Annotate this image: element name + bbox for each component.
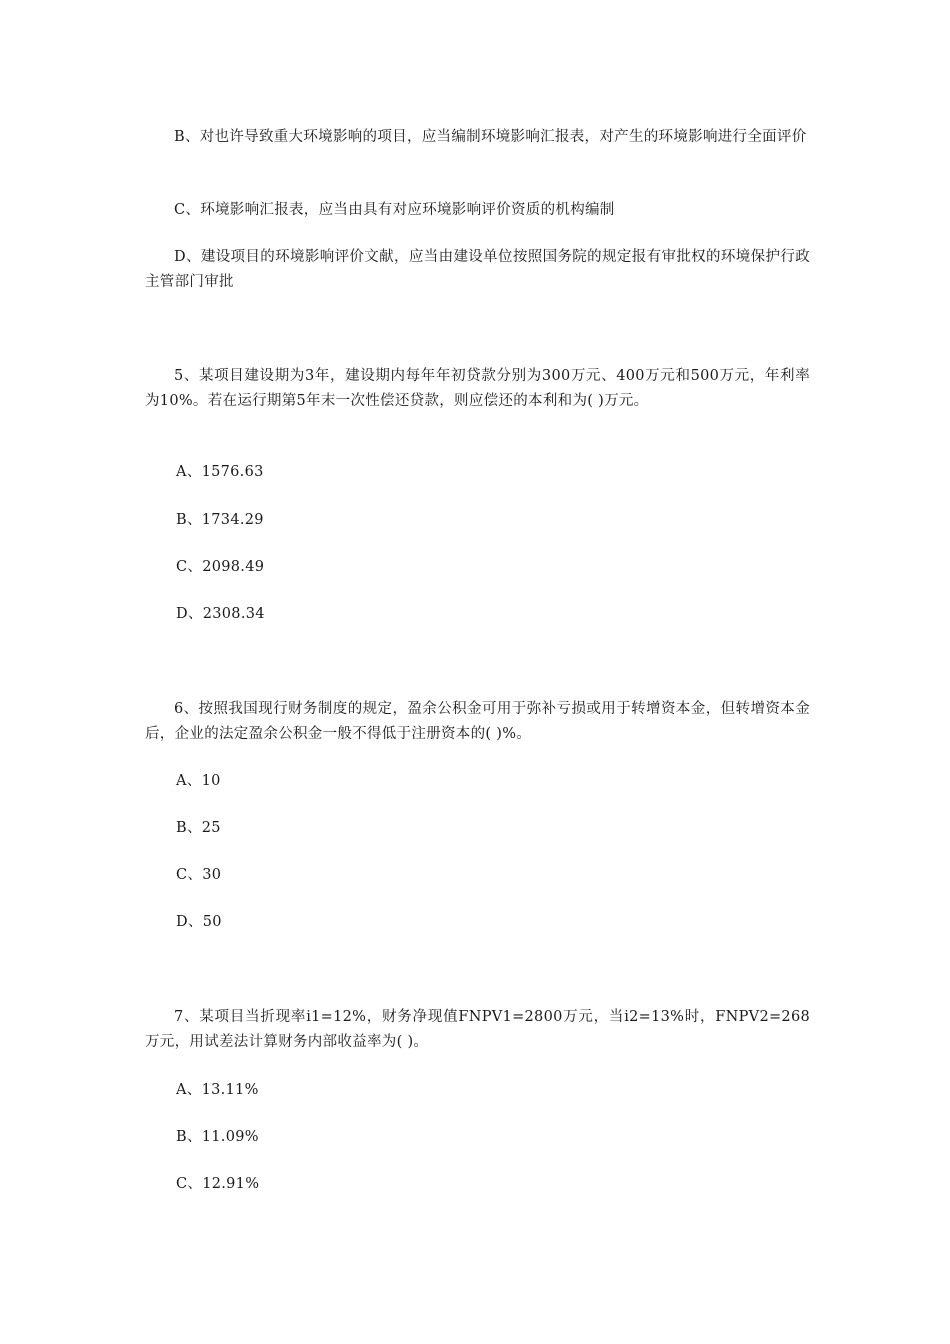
question-7-option-b: B、11.09% xyxy=(176,1129,259,1145)
question-6-option-d: D、50 xyxy=(176,914,222,930)
question-7-option-a: A、13.11% xyxy=(176,1082,259,1098)
intro-option-c xyxy=(145,198,810,223)
intro-option-b xyxy=(145,125,810,150)
question-text: 5、某项目建设期为3年，建设期内每年年初贷款分别为300万元、400万元和500万元，年利率为10%。若在运行期第5年末一次性偿还贷款，则应偿还的本利和为( )万元。 xyxy=(145,368,810,409)
option-text: B、对也许导致重大环境影响的项目，应当编制环境影响汇报表，对产生的环境影响进行全面评价 xyxy=(174,129,807,145)
question-6-option-c: C、30 xyxy=(176,867,222,883)
question-5-option-d: D、2308.34 xyxy=(176,606,265,622)
question-5-option-c: C、2098.49 xyxy=(176,559,265,575)
question-7-option-c: C、12.91% xyxy=(176,1176,260,1192)
question-6-option-b: B、25 xyxy=(176,820,221,836)
question-text: 6、按照我国现行财务制度的规定，盈余公积金可用于弥补亏损或用于转增资本金，但转增资本金后，企业的法定盈余公积金一般不得低于注册资本的( )%。 xyxy=(145,701,810,742)
question-text: 7、某项目当折现率i1=12%，财务净现值FNPV1=2800万元，当i2=13%时，FNPV2=268万元，用试差法计算财务内部收益率为( )。 xyxy=(145,1009,810,1050)
intro-option-d xyxy=(145,245,810,295)
option-text: D、建设项目的环境影响评价文献，应当由建设单位按照国务院的规定报有审批权的环境保护行政主管部门审批 xyxy=(145,249,810,290)
question-6-option-a: A、10 xyxy=(176,773,221,789)
question-5-option-a: A、1576.63 xyxy=(176,464,264,480)
question-5-option-b: B、1734.29 xyxy=(176,512,264,528)
option-text: C、环境影响汇报表，应当由具有对应环境影响评价资质的机构编制 xyxy=(174,202,615,218)
question-5-stem xyxy=(145,364,810,414)
question-7-stem xyxy=(145,1005,810,1055)
question-6-stem xyxy=(145,697,810,747)
